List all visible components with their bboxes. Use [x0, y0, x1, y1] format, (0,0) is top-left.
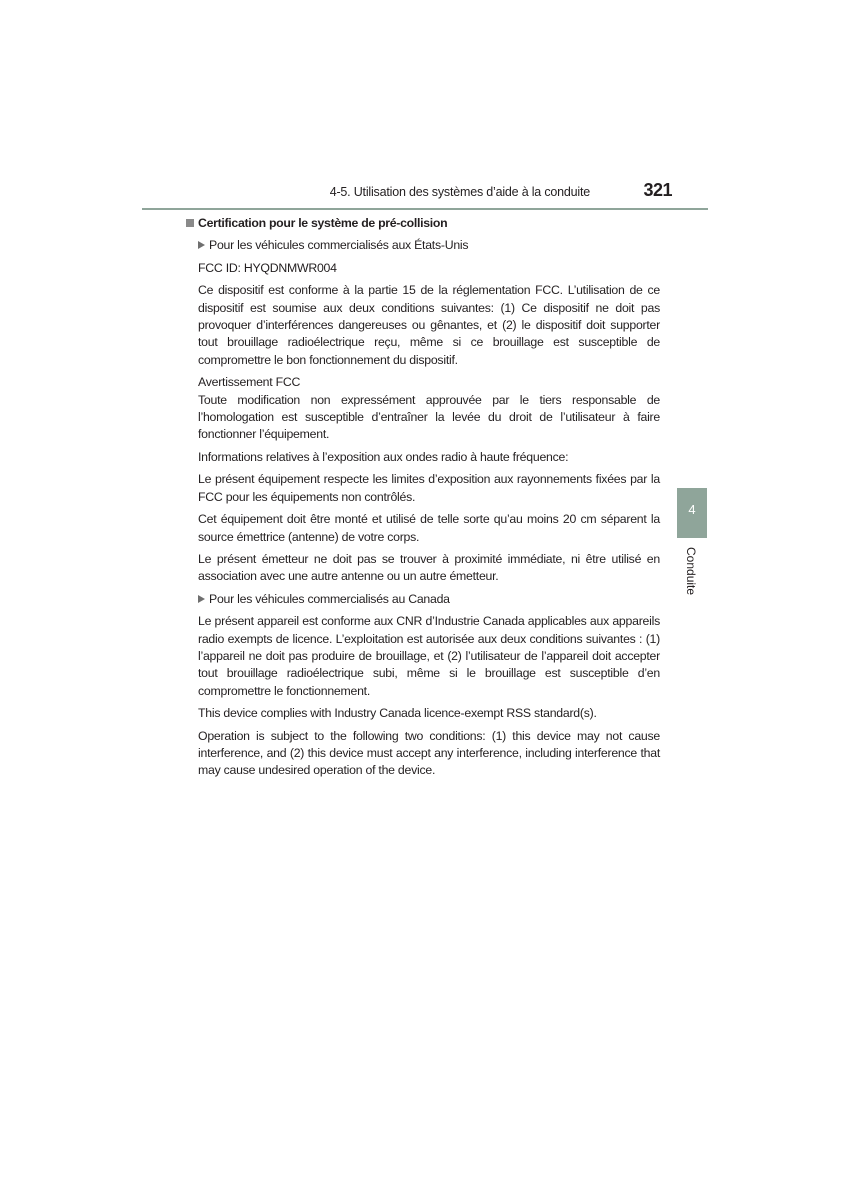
- fcc-warning: [198, 374, 660, 444]
- page-number: 321: [643, 180, 672, 200]
- chapter-number: 4: [688, 502, 696, 517]
- usa-paragraph-1: Ce dispositif est conforme à la partie 15 de la réglementation FCC. L’utilisation de ce dispositif est soumise aux deux conditions suivantes: (1) Ce dispositif ne doit pas provoquer d’interférences dangereuses ou gênantes, et (2) le dispositif doit supporter tout brouillage radioélectrique reçu, même si ce brouillage est susceptible de compromettre le bon fonctionnement du dispositif.: [198, 283, 660, 367]
- page-header: [142, 178, 708, 210]
- section-heading: [186, 215, 660, 232]
- canada-paragraph-3: Operation is subject to the following two conditions: (1) this device may not cause interference, and (2) this device must accept any interference, including interference that may cause undesired operation of the device.: [198, 728, 660, 778]
- subheading-canada-text: Pour les véhicules commercialisés au Canada: [209, 591, 450, 606]
- usa-paragraph-2: Informations relatives à l’exposition aux ondes radio à haute fréquence:: [198, 449, 569, 464]
- subheading-usa-text: Pour les véhicules commercialisés aux États-Unis: [209, 238, 469, 253]
- section-heading-text: Certification pour le système de pré-collision: [198, 216, 448, 230]
- fcc-warning-title: Avertissement FCC: [198, 375, 301, 390]
- usa-paragraph-3: Le présent équipement respecte les limites d’exposition aux rayonnements fixées par la FCC pour les équipements non contrôlés.: [198, 472, 660, 504]
- fcc-warning-text: Toute modification non expressément approuvée par le tiers responsable de l’homologation est susceptible d’entraîner la levée du droit de l’utilisateur à faire fonctionner l’équipement.: [198, 392, 660, 442]
- fcc-id: FCC ID: HYQDNMWR004: [198, 260, 337, 275]
- triangle-bullet-icon: [198, 595, 205, 603]
- chapter-tab: [677, 488, 707, 538]
- triangle-bullet-icon: [198, 241, 205, 249]
- usa-paragraph-4: Cet équipement doit être monté et utilisé de telle sorte qu’au moins 20 cm séparent la source émettrice (antenne) de votre corps.: [198, 512, 660, 544]
- section-title: 4-5. Utilisation des systèmes d’aide à la conduite: [329, 185, 590, 199]
- usa-paragraph-5: Le présent émetteur ne doit pas se trouver à proximité immédiate, ni être utilisé en association avec une autre antenne ou un autre émetteur.: [198, 551, 660, 584]
- canada-paragraph-1: Le présent appareil est conforme aux CNR d’Industrie Canada applicables aux appareils radio exempts de licence. L’exploitation est autorisée aux deux conditions suivantes : (1) l’appareil ne doit pas produire de brouillage, et (2) l’utilisateur de l’appareil doit accepter tout brouillage radioélectrique subi, même si le brouillage est susceptible d’en compromettre le fonctionnement.: [198, 614, 660, 698]
- subheading-canada: [198, 591, 660, 608]
- page-content: [198, 215, 660, 785]
- subheading-usa: [198, 237, 660, 254]
- chapter-label: Conduite: [684, 547, 698, 596]
- square-bullet-icon: [186, 219, 194, 227]
- canada-paragraph-2: This device complies with Industry Canada licence-exempt RSS standard(s).: [198, 706, 597, 721]
